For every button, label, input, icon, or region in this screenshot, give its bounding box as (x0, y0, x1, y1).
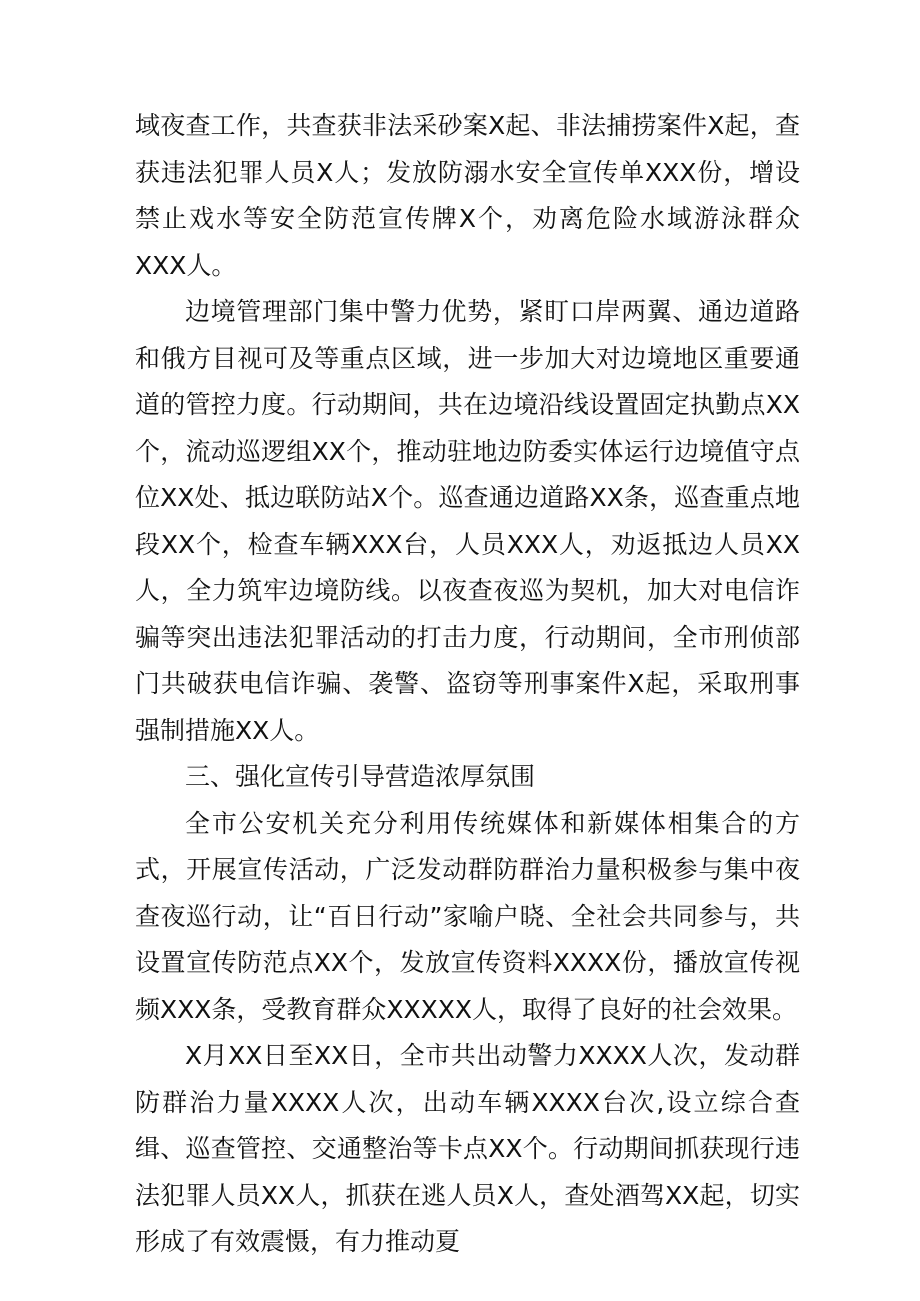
paragraph-continuation: 域夜查工作，共查获非法采砂案X起、非法捕捞案件X起，查获违法犯罪人员X人；发放防溺水安全宣传单XXX份，增设禁止戏水等安全防范宣传牌X个，劝离危险水域游泳群众XXX人。 (135, 111, 800, 280)
paragraph-publicity: 全市公安机关充分利用传统媒体和新媒体相集合的方式，开展宣传活动，广泛发动群防群治力量积极参与集中夜查夜巡行动，让“百日行动”家喻户晓、全社会共同参与，共设置宣传防范点XX个，发放宣传资料XXXX份，播放宣传视频XXX条，受教育群众XXXXX人，取得了良好的社会效果。 (135, 808, 800, 1024)
paragraph-border-management: 边境管理部门集中警力优势，紧盯口岸两翼、通边道路和俄方目视可及等重点区域，进一步加大对边境地区重要通道的管控力度。行动期间，共在边境沿线设置固定执勤点XX个，流动巡逻组XX个，推动驻地边防委实体运行边境值守点位XX处、抵边联防站X个。巡查通边道路XX条，巡查重点地段XX个，检查车辆XXX台，人员XXX人，劝返抵边人员XX人，全力筑牢边境防线。以夜查夜巡为契机，加大对电信诈骗等突出违法犯罪活动的打击力度，行动期间，全市刑侦部门共破获电信诈骗、袭警、盗窃等刑事案件X起，采取刑事强制措施XX人。 (135, 297, 800, 745)
section-heading: 三、强化宣传引导营造浓厚氛围 (185, 762, 536, 791)
paragraph-summary: X月XX日至XX日，全市共出动警力XXXX人次，发动群防群治力量XXXX人次，出动车辆XXXX台次,设立综合查缉、巡查管控、交通整治等卡点XX个。行动期间抓获现行违法犯罪人员XX人，抓获在逃人员X人，查处酒驾XX起，切实形成了有效震慑，有力推动夏 (135, 1041, 800, 1256)
document-body (135, 103, 800, 1266)
